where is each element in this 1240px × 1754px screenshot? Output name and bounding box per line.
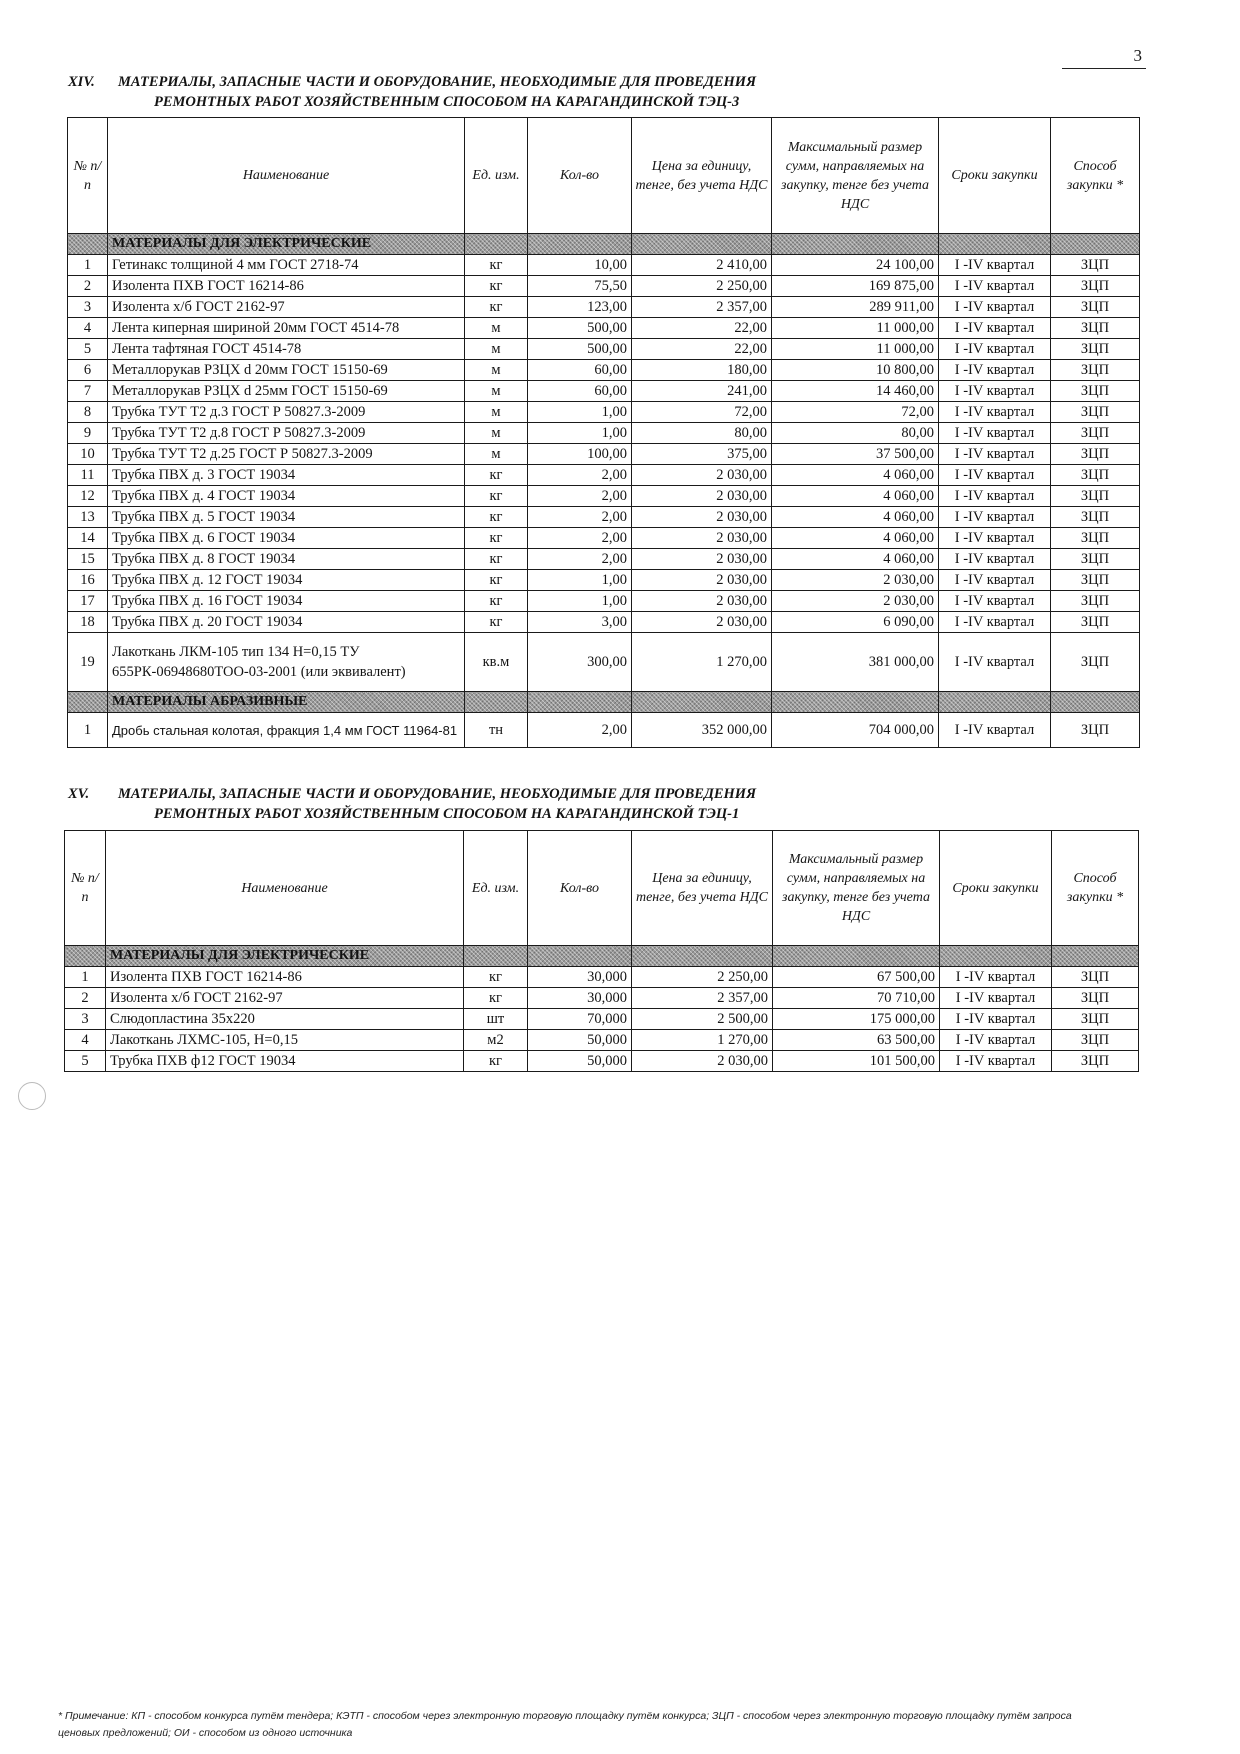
- cell-name: Трубка ПХВ ф12 ГОСТ 19034: [106, 1051, 464, 1072]
- cell-method: ЗЦП: [1051, 444, 1140, 465]
- cell-qty: 100,00: [528, 444, 632, 465]
- table-row: [65, 967, 1139, 988]
- cell-period: I -IV квартал: [939, 339, 1051, 360]
- cell-unit: кг: [465, 507, 528, 528]
- header-price: Цена за единицу, тенге, без учета НДС: [632, 831, 773, 946]
- cell-price: 2 410,00: [632, 255, 772, 276]
- cell-max-sum: 2 030,00: [772, 591, 939, 612]
- cell-max-sum: 72,00: [772, 402, 939, 423]
- procurement-table-xiv: [67, 117, 1140, 748]
- category-label: МАТЕРИАЛЫ ДЛЯ ЭЛЕКТРИЧЕСКИЕ: [106, 946, 464, 967]
- cell-qty: 2,00: [528, 528, 632, 549]
- cell-method: ЗЦП: [1051, 486, 1140, 507]
- cell-num: 5: [68, 339, 108, 360]
- cell-qty: 2,00: [528, 507, 632, 528]
- procurement-table-xv: [64, 830, 1139, 1072]
- cell-price: 2 357,00: [632, 988, 773, 1009]
- cell-period: I -IV квартал: [939, 423, 1051, 444]
- table-row: [68, 360, 1140, 381]
- category-row: [65, 946, 1139, 967]
- cell-price: 80,00: [632, 423, 772, 444]
- cell-period: I -IV квартал: [939, 444, 1051, 465]
- cell-num: 10: [68, 444, 108, 465]
- cell-qty: 70,000: [528, 1009, 632, 1030]
- category-label: МАТЕРИАЛЫ ДЛЯ ЭЛЕКТРИЧЕСКИЕ: [108, 234, 465, 255]
- section-title-line1: МАТЕРИАЛЫ, ЗАПАСНЫЕ ЧАСТИ И ОБОРУДОВАНИЕ, НЕОБХОДИМЫЕ ДЛЯ ПРОВЕДЕНИЯ: [118, 786, 757, 802]
- category-blank-cell: [939, 692, 1051, 713]
- cell-name: Слюдопластина 35х220: [106, 1009, 464, 1030]
- category-blank-cell: [65, 946, 106, 967]
- cell-period: I -IV квартал: [939, 318, 1051, 339]
- cell-name: Лента тафтяная ГОСТ 4514-78: [108, 339, 465, 360]
- cell-price: 2 030,00: [632, 528, 772, 549]
- cell-num: 6: [68, 360, 108, 381]
- header-max-sum: Максимальный размер сумм, направляемых на закупку, тенге без учета НДС: [773, 831, 940, 946]
- table-body: [65, 946, 1139, 1072]
- cell-unit: кг: [465, 276, 528, 297]
- category-blank-cell: [528, 234, 632, 255]
- category-blank-cell: [1051, 692, 1140, 713]
- cell-method: ЗЦП: [1051, 255, 1140, 276]
- cell-max-sum: 704 000,00: [772, 713, 939, 748]
- cell-num: 7: [68, 381, 108, 402]
- cell-period: I -IV квартал: [939, 402, 1051, 423]
- cell-price: 352 000,00: [632, 713, 772, 748]
- cell-method: ЗЦП: [1051, 591, 1140, 612]
- cell-name: Трубка ПВХ д. 3 ГОСТ 19034: [108, 465, 465, 486]
- cell-unit: м: [465, 360, 528, 381]
- cell-unit: м: [465, 402, 528, 423]
- category-row: [68, 692, 1140, 713]
- table-row: [68, 507, 1140, 528]
- cell-price: 2 030,00: [632, 465, 772, 486]
- cell-qty: 2,00: [528, 549, 632, 570]
- cell-name: Трубка ПВХ д. 4 ГОСТ 19034: [108, 486, 465, 507]
- cell-method: ЗЦП: [1052, 1051, 1139, 1072]
- cell-name: Лакоткань ЛХМС-105, Н=0,15: [106, 1030, 464, 1051]
- cell-qty: 60,00: [528, 360, 632, 381]
- category-blank-cell: [939, 234, 1051, 255]
- cell-period: I -IV квартал: [939, 486, 1051, 507]
- cell-method: ЗЦП: [1051, 360, 1140, 381]
- cell-method: ЗЦП: [1051, 318, 1140, 339]
- cell-max-sum: 4 060,00: [772, 486, 939, 507]
- cell-method: ЗЦП: [1051, 713, 1140, 748]
- cell-price: 2 250,00: [632, 967, 773, 988]
- cell-num: 3: [68, 297, 108, 318]
- category-blank-cell: [632, 692, 772, 713]
- category-blank-cell: [528, 692, 632, 713]
- category-blank-cell: [772, 692, 939, 713]
- section-roman-numeral: XIV.: [68, 74, 95, 90]
- cell-period: I -IV квартал: [940, 1009, 1052, 1030]
- cell-qty: 500,00: [528, 318, 632, 339]
- header-max-sum: Максимальный размер сумм, направляемых на закупку, тенге без учета НДС: [772, 118, 939, 234]
- cell-period: I -IV квартал: [939, 612, 1051, 633]
- cell-num: 15: [68, 549, 108, 570]
- cell-num: 4: [68, 318, 108, 339]
- cell-unit: кв.м: [465, 633, 528, 692]
- cell-num: 5: [65, 1051, 106, 1072]
- cell-period: I -IV квартал: [939, 549, 1051, 570]
- cell-qty: 300,00: [528, 633, 632, 692]
- table-row: [68, 318, 1140, 339]
- category-blank-cell: [772, 234, 939, 255]
- cell-price: 1 270,00: [632, 1030, 773, 1051]
- table-row: [68, 297, 1140, 318]
- cell-max-sum: 11 000,00: [772, 318, 939, 339]
- cell-qty: 2,00: [528, 465, 632, 486]
- cell-period: I -IV квартал: [939, 381, 1051, 402]
- category-blank-cell: [1052, 946, 1139, 967]
- cell-name: Трубка ТУТ Т2 д.3 ГОСТ Р 50827.3-2009: [108, 402, 465, 423]
- cell-period: I -IV квартал: [940, 967, 1052, 988]
- cell-method: ЗЦП: [1051, 507, 1140, 528]
- category-row: [68, 234, 1140, 255]
- cell-method: ЗЦП: [1051, 612, 1140, 633]
- cell-num: 16: [68, 570, 108, 591]
- cell-price: 2 030,00: [632, 570, 772, 591]
- cell-period: I -IV квартал: [939, 591, 1051, 612]
- cell-method: ЗЦП: [1051, 297, 1140, 318]
- section-title-line1: МАТЕРИАЛЫ, ЗАПАСНЫЕ ЧАСТИ И ОБОРУДОВАНИЕ, НЕОБХОДИМЫЕ ДЛЯ ПРОВЕДЕНИЯ: [118, 74, 757, 90]
- header-num: № п/п: [65, 831, 106, 946]
- cell-qty: 1,00: [528, 570, 632, 591]
- category-blank-cell: [464, 946, 528, 967]
- cell-price: 2 030,00: [632, 1051, 773, 1072]
- cell-method: ЗЦП: [1051, 381, 1140, 402]
- cell-qty: 1,00: [528, 423, 632, 444]
- cell-num: 4: [65, 1030, 106, 1051]
- header-unit: Ед. изм.: [464, 831, 528, 946]
- cell-unit: кг: [465, 549, 528, 570]
- cell-period: I -IV квартал: [939, 297, 1051, 318]
- cell-method: ЗЦП: [1051, 402, 1140, 423]
- cell-period: I -IV квартал: [939, 360, 1051, 381]
- cell-qty: 1,00: [528, 402, 632, 423]
- section-title-line2: РЕМОНТНЫХ РАБОТ ХОЗЯЙСТВЕННЫМ СПОСОБОМ НА КАРАГАНДИНСКОЙ ТЭЦ-1: [154, 806, 740, 822]
- cell-max-sum: 169 875,00: [772, 276, 939, 297]
- cell-qty: 2,00: [528, 713, 632, 748]
- cell-qty: 30,000: [528, 988, 632, 1009]
- section-title-line2: РЕМОНТНЫХ РАБОТ ХОЗЯЙСТВЕННЫМ СПОСОБОМ НА КАРАГАНДИНСКОЙ ТЭЦ-3: [154, 94, 740, 110]
- cell-max-sum: 70 710,00: [773, 988, 940, 1009]
- cell-unit: кг: [465, 297, 528, 318]
- cell-price: 2 030,00: [632, 591, 772, 612]
- cell-max-sum: 63 500,00: [773, 1030, 940, 1051]
- cell-name: Трубка ПВХ д. 8 ГОСТ 19034: [108, 549, 465, 570]
- header-name: Наименование: [108, 118, 465, 234]
- cell-num: 9: [68, 423, 108, 444]
- cell-unit: м2: [464, 1030, 528, 1051]
- cell-price: 241,00: [632, 381, 772, 402]
- cell-max-sum: 37 500,00: [772, 444, 939, 465]
- table-body: [68, 234, 1140, 748]
- table-row: [68, 549, 1140, 570]
- cell-unit: кг: [465, 528, 528, 549]
- cell-num: 14: [68, 528, 108, 549]
- cell-unit: кг: [465, 486, 528, 507]
- header-method: Способ закупки *: [1052, 831, 1139, 946]
- cell-name: Лента киперная шириной 20мм ГОСТ 4514-78: [108, 318, 465, 339]
- cell-period: I -IV квартал: [939, 713, 1051, 748]
- cell-price: 22,00: [632, 318, 772, 339]
- category-blank-cell: [68, 692, 108, 713]
- cell-name: Металлорукав РЗЦХ d 20мм ГОСТ 15150-69: [108, 360, 465, 381]
- cell-price: 2 030,00: [632, 507, 772, 528]
- section-heading-xiv: [68, 72, 1138, 112]
- table-row: [68, 255, 1140, 276]
- table-row: [68, 339, 1140, 360]
- cell-max-sum: 101 500,00: [773, 1051, 940, 1072]
- cell-max-sum: 11 000,00: [772, 339, 939, 360]
- table-row: [68, 381, 1140, 402]
- cell-max-sum: 175 000,00: [773, 1009, 940, 1030]
- cell-num: 1: [68, 255, 108, 276]
- cell-method: ЗЦП: [1052, 1009, 1139, 1030]
- section-heading-xv: [68, 784, 1138, 824]
- cell-method: ЗЦП: [1051, 276, 1140, 297]
- cell-name: Изолента ПХВ ГОСТ 16214-86: [108, 276, 465, 297]
- cell-qty: 500,00: [528, 339, 632, 360]
- cell-name: Изолента х/б ГОСТ 2162-97: [106, 988, 464, 1009]
- cell-method: ЗЦП: [1051, 423, 1140, 444]
- cell-method: ЗЦП: [1051, 633, 1140, 692]
- category-blank-cell: [940, 946, 1052, 967]
- table-row: [65, 988, 1139, 1009]
- cell-max-sum: 80,00: [772, 423, 939, 444]
- table-header-row: [65, 831, 1139, 946]
- cell-price: 1 270,00: [632, 633, 772, 692]
- cell-max-sum: 4 060,00: [772, 465, 939, 486]
- cell-num: 12: [68, 486, 108, 507]
- cell-unit: кг: [465, 570, 528, 591]
- cell-max-sum: 4 060,00: [772, 507, 939, 528]
- cell-qty: 10,00: [528, 255, 632, 276]
- cell-price: 2 030,00: [632, 486, 772, 507]
- cell-qty: 50,000: [528, 1030, 632, 1051]
- cell-max-sum: 67 500,00: [773, 967, 940, 988]
- table-row: [68, 591, 1140, 612]
- cell-name: Трубка ПВХ д. 20 ГОСТ 19034: [108, 612, 465, 633]
- cell-max-sum: 4 060,00: [772, 528, 939, 549]
- cell-qty: 3,00: [528, 612, 632, 633]
- cell-unit: м: [465, 444, 528, 465]
- cell-unit: м: [465, 381, 528, 402]
- cell-num: 18: [68, 612, 108, 633]
- table-header-row: [68, 118, 1140, 234]
- cell-period: I -IV квартал: [940, 1030, 1052, 1051]
- cell-period: I -IV квартал: [940, 1051, 1052, 1072]
- cell-max-sum: 2 030,00: [772, 570, 939, 591]
- category-blank-cell: [465, 692, 528, 713]
- cell-name: Изолента ПХВ ГОСТ 16214-86: [106, 967, 464, 988]
- table-row: [68, 276, 1140, 297]
- cell-max-sum: 6 090,00: [772, 612, 939, 633]
- cell-max-sum: 10 800,00: [772, 360, 939, 381]
- cell-name: Гетинакс толщиной 4 мм ГОСТ 2718-74: [108, 255, 465, 276]
- cell-price: 2 030,00: [632, 549, 772, 570]
- cell-method: ЗЦП: [1051, 570, 1140, 591]
- cell-unit: кг: [465, 612, 528, 633]
- cell-name: Лакоткань ЛКМ-105 тип 134 Н=0,15 ТУ 655РК-06948680ТОО-03-2001 (или эквивалент): [108, 633, 465, 692]
- cell-unit: м: [465, 339, 528, 360]
- category-blank-cell: [465, 234, 528, 255]
- cell-unit: кг: [465, 465, 528, 486]
- cell-method: ЗЦП: [1051, 528, 1140, 549]
- table-row: [65, 1009, 1139, 1030]
- cell-name: Металлорукав РЗЦХ d 25мм ГОСТ 15150-69: [108, 381, 465, 402]
- table-row: [68, 402, 1140, 423]
- cell-unit: кг: [464, 988, 528, 1009]
- footnote: * Примечание: КП - способом конкурса путём тендера; КЭТП - способом через электронную торговую площадку путём конкурса; ЗЦП - способом через электронную торговую площадку путём запроса ценовых предложений; ОИ - способом из одного источника: [58, 1710, 1072, 1739]
- cell-max-sum: 289 911,00: [772, 297, 939, 318]
- cell-qty: 30,000: [528, 967, 632, 988]
- cell-period: I -IV квартал: [939, 528, 1051, 549]
- header-num: № п/п: [68, 118, 108, 234]
- cell-qty: 2,00: [528, 486, 632, 507]
- cell-price: 2 500,00: [632, 1009, 773, 1030]
- cell-num: 2: [65, 988, 106, 1009]
- cell-qty: 1,00: [528, 591, 632, 612]
- header-period: Сроки закупки: [939, 118, 1051, 234]
- cell-method: ЗЦП: [1051, 339, 1140, 360]
- cell-num: 19: [68, 633, 108, 692]
- table-row: [68, 570, 1140, 591]
- cell-max-sum: 381 000,00: [772, 633, 939, 692]
- cell-max-sum: 24 100,00: [772, 255, 939, 276]
- header-unit: Ед. изм.: [465, 118, 528, 234]
- cell-unit: шт: [464, 1009, 528, 1030]
- cell-price: 375,00: [632, 444, 772, 465]
- cell-qty: 50,000: [528, 1051, 632, 1072]
- header-name: Наименование: [106, 831, 464, 946]
- cell-name: Трубка ПВХ д. 16 ГОСТ 19034: [108, 591, 465, 612]
- header-qty: Кол-во: [528, 118, 632, 234]
- table-row: [68, 486, 1140, 507]
- section-roman-numeral: XV.: [68, 786, 90, 802]
- scan-hole-mark: [18, 1082, 46, 1110]
- cell-unit: м: [465, 318, 528, 339]
- cell-qty: 60,00: [528, 381, 632, 402]
- cell-qty: 123,00: [528, 297, 632, 318]
- table-row: [65, 1051, 1139, 1072]
- cell-num: 17: [68, 591, 108, 612]
- header-period: Сроки закупки: [940, 831, 1052, 946]
- cell-period: I -IV квартал: [939, 633, 1051, 692]
- table-row: [68, 528, 1140, 549]
- cell-unit: м: [465, 423, 528, 444]
- cell-name: Трубка ПВХ д. 6 ГОСТ 19034: [108, 528, 465, 549]
- cell-period: I -IV квартал: [939, 465, 1051, 486]
- cell-method: ЗЦП: [1052, 1030, 1139, 1051]
- table-row: [68, 633, 1140, 692]
- cell-name: Трубка ПВХ д. 12 ГОСТ 19034: [108, 570, 465, 591]
- category-label: МАТЕРИАЛЫ АБРАЗИВНЫЕ: [108, 692, 465, 713]
- cell-period: I -IV квартал: [940, 988, 1052, 1009]
- cell-name: Дробь стальная колотая, фракция 1,4 мм ГОСТ 11964-81: [108, 713, 465, 748]
- cell-name: Изолента х/б ГОСТ 2162-97: [108, 297, 465, 318]
- cell-max-sum: 4 060,00: [772, 549, 939, 570]
- cell-period: I -IV квартал: [939, 276, 1051, 297]
- cell-price: 72,00: [632, 402, 772, 423]
- table-row: [68, 465, 1140, 486]
- cell-period: I -IV квартал: [939, 507, 1051, 528]
- cell-num: 8: [68, 402, 108, 423]
- cell-price: 180,00: [632, 360, 772, 381]
- cell-method: ЗЦП: [1052, 967, 1139, 988]
- cell-method: ЗЦП: [1052, 988, 1139, 1009]
- table-row: [68, 612, 1140, 633]
- cell-num: 3: [65, 1009, 106, 1030]
- header-qty: Кол-во: [528, 831, 632, 946]
- cell-num: 1: [65, 967, 106, 988]
- cell-price: 2 030,00: [632, 612, 772, 633]
- cell-name: Трубка ТУТ Т2 д.8 ГОСТ Р 50827.3-2009: [108, 423, 465, 444]
- cell-num: 13: [68, 507, 108, 528]
- category-blank-cell: [632, 234, 772, 255]
- cell-price: 2 250,00: [632, 276, 772, 297]
- cell-num: 11: [68, 465, 108, 486]
- cell-price: 2 357,00: [632, 297, 772, 318]
- category-blank-cell: [528, 946, 632, 967]
- cell-unit: тн: [465, 713, 528, 748]
- category-blank-cell: [632, 946, 773, 967]
- cell-name: Трубка ТУТ Т2 д.25 ГОСТ Р 50827.3-2009: [108, 444, 465, 465]
- cell-unit: кг: [464, 967, 528, 988]
- cell-max-sum: 14 460,00: [772, 381, 939, 402]
- page-number: 3: [1062, 46, 1146, 69]
- table-row: [68, 713, 1140, 748]
- category-blank-cell: [773, 946, 940, 967]
- table-row: [65, 1030, 1139, 1051]
- cell-unit: кг: [465, 255, 528, 276]
- cell-name: Трубка ПВХ д. 5 ГОСТ 19034: [108, 507, 465, 528]
- cell-qty: 75,50: [528, 276, 632, 297]
- cell-method: ЗЦП: [1051, 465, 1140, 486]
- header-method: Способ закупки *: [1051, 118, 1140, 234]
- cell-period: I -IV квартал: [939, 255, 1051, 276]
- header-price: Цена за единицу, тенге, без учета НДС: [632, 118, 772, 234]
- table-row: [68, 423, 1140, 444]
- cell-period: I -IV квартал: [939, 570, 1051, 591]
- cell-unit: кг: [465, 591, 528, 612]
- cell-price: 22,00: [632, 339, 772, 360]
- cell-unit: кг: [464, 1051, 528, 1072]
- cell-num: 2: [68, 276, 108, 297]
- cell-method: ЗЦП: [1051, 549, 1140, 570]
- category-blank-cell: [68, 234, 108, 255]
- table-row: [68, 444, 1140, 465]
- category-blank-cell: [1051, 234, 1140, 255]
- cell-num: 1: [68, 713, 108, 748]
